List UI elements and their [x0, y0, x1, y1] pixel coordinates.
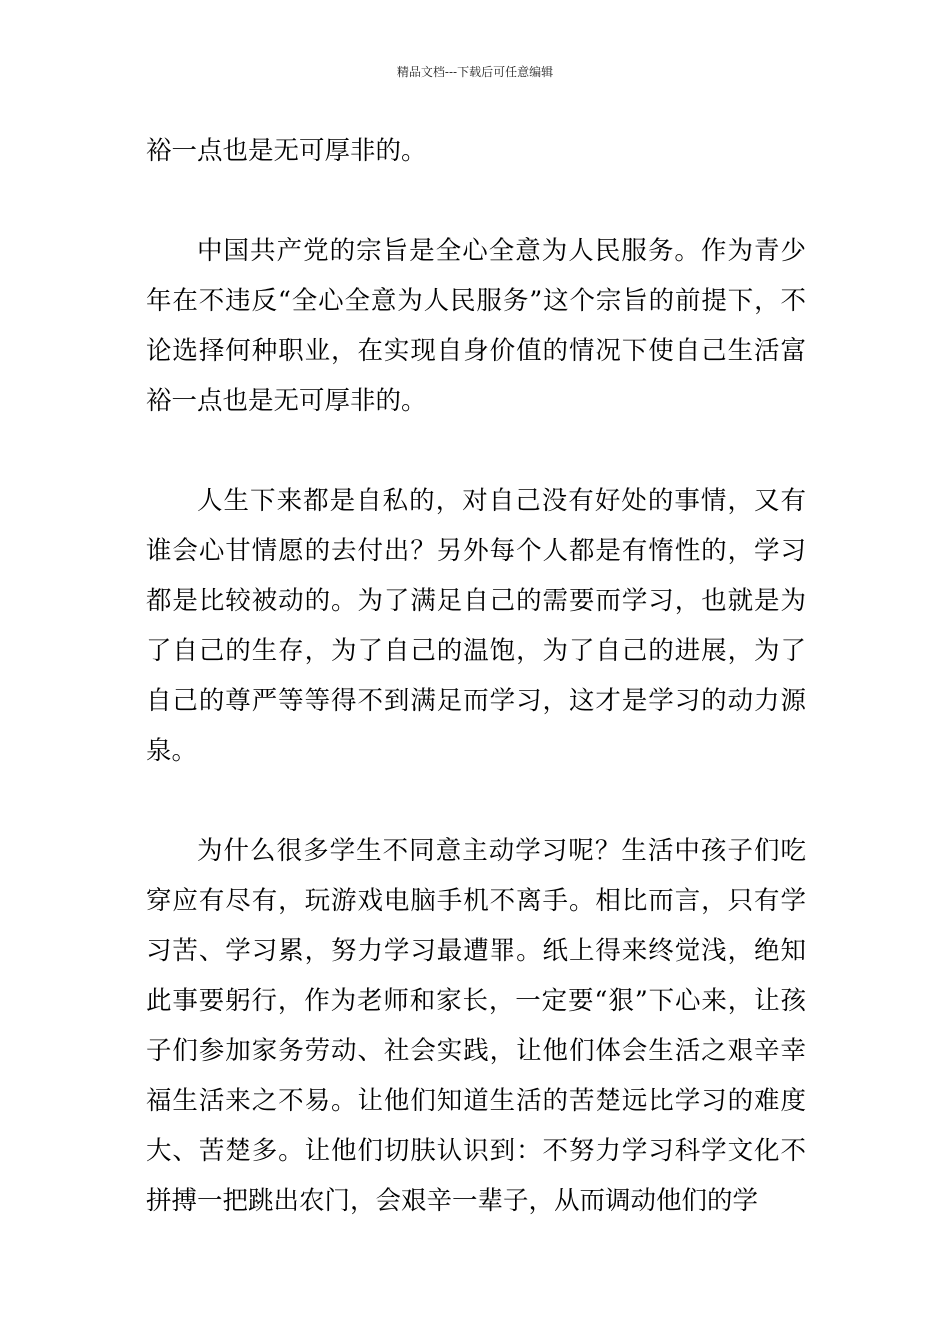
paragraph-2: 中国共产党的宗旨是全心全意为人民服务。作为青少年在不违反“全心全意为人民服务”这个宗旨的前提下，不论选择何种职业，在实现自身价值的情况下使自己生活富裕一点也是无可厚非的。	[146, 236, 806, 416]
document-body	[146, 126, 806, 1226]
paragraph-3: 人生下来都是自私的，对自己没有好处的事情，又有谁会心甘情愿的去付出？另外每个人都是有惰性的，学习都是比较被动的。为了满足自己的需要而学习，也就是为了自己的生存，为了自己的温饱，为了自己的进展，为了自己的尊严等等得不到满足而学习，这才是学习的动力源泉。	[146, 486, 806, 766]
paragraph-4: 为什么很多学生不同意主动学习呢？生活中孩子们吃穿应有尽有，玩游戏电脑手机不离手。相比而言，只有学习苦、学习累，努力学习最遭罪。纸上得来终觉浅，绝知此事要躬行，作为老师和家长，一定要“狠”下心来，让孩子们参加家务劳动、社会实践，让他们体会生活之艰辛幸福生活来之不易。让他们知道生活的苦楚远比学习的难度大、苦楚多。让他们切肤认识到：不努力学习科学文化不拼搏一把跳出农门，会艰辛一辈子，从而调动他们的学	[146, 836, 806, 1216]
page-header: 精品文档---下载后可任意编辑	[396, 65, 554, 79]
paragraph-1: 裕一点也是无可厚非的。	[146, 136, 427, 166]
